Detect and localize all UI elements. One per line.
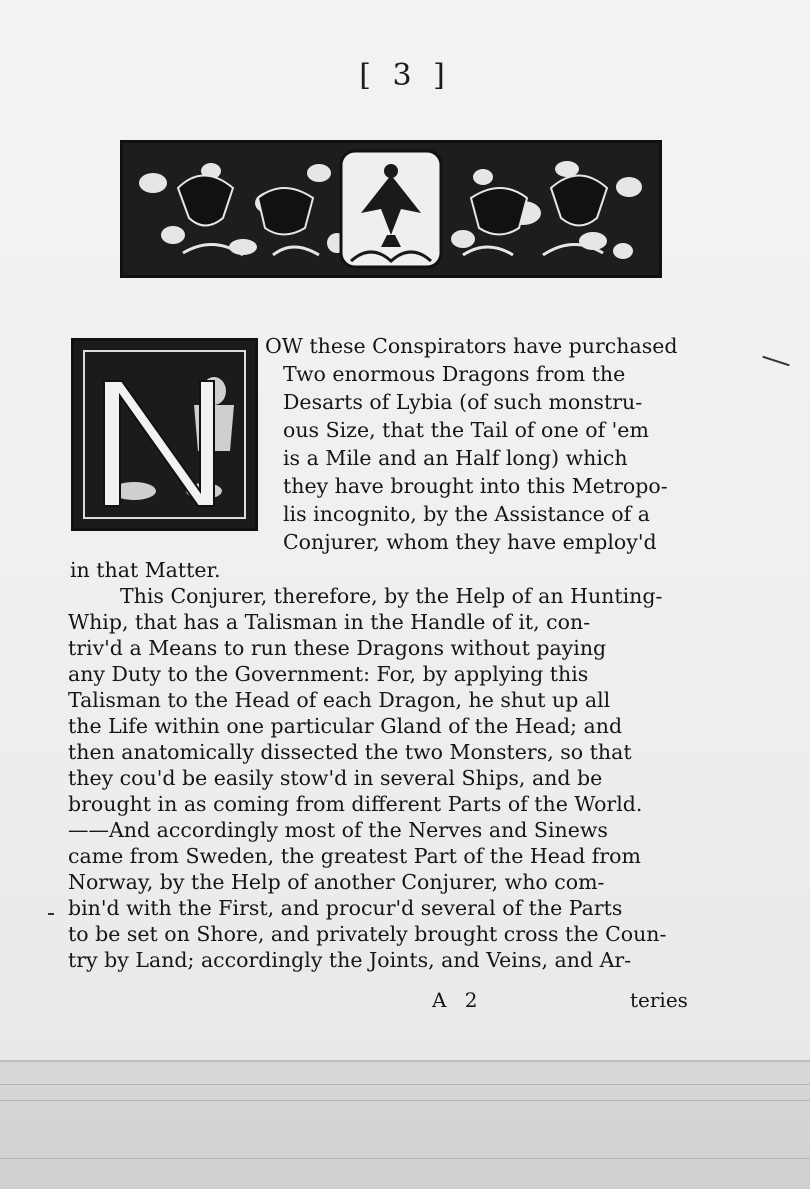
text-line: is a Mile and an Half long) which	[283, 446, 628, 470]
text-line: lis incognito, by the Assistance of a	[283, 502, 650, 526]
text-line: Norway, by the Help of another Conjurer, who com-	[68, 870, 605, 894]
underlying-page	[0, 1060, 810, 1189]
text-line: any Duty to the Government: For, by applying this	[68, 662, 589, 686]
margin-mark	[48, 913, 54, 915]
text-line: came from Sweden, the greatest Part of the Head from	[68, 844, 641, 868]
text-line: brought in as coming from different Parts of the World.	[68, 792, 643, 816]
signature-mark: A 2	[432, 988, 484, 1012]
catchword: teries	[630, 988, 688, 1012]
text-line: triv'd a Means to run these Dragons without paying	[68, 636, 607, 660]
text-line: they cou'd be easily stow'd in several Ships, and be	[68, 766, 603, 790]
text-line: the Life within one particular Gland of the Head; and	[68, 714, 623, 738]
page-number: [ 3 ]	[359, 58, 451, 93]
page-edge-line	[0, 1158, 810, 1159]
text-line: bin'd with the First, and procur'd several of the Parts	[68, 896, 623, 920]
woodcut-headpiece	[120, 140, 662, 278]
text-line: in that Matter.	[70, 558, 221, 582]
text-line: ous Size, that the Tail of one of 'em	[283, 418, 649, 442]
text-line: Talisman to the Head of each Dragon, he shut up all	[68, 688, 611, 712]
text-line: Whip, that has a Talisman in the Handle of it, con-	[68, 610, 591, 634]
text-line: then anatomically dissected the two Monsters, so that	[68, 740, 632, 764]
text-line: they have brought into this Metropo-	[283, 474, 668, 498]
page-edge-line	[0, 1100, 810, 1101]
text-line: to be set on Shore, and privately brought cross the Coun-	[68, 922, 667, 946]
text-line: This Conjurer, therefore, by the Help of an Hunting-	[120, 584, 663, 608]
text-line: Two enormous Dragons from the	[283, 362, 626, 386]
page-edge-line	[0, 1084, 810, 1085]
text-line: Desarts of Lybia (of such monstru-	[283, 390, 643, 414]
text-line: Conjurer, whom they have employ'd	[283, 530, 657, 554]
drop-cap-initial	[71, 338, 258, 531]
margin-mark	[762, 356, 789, 367]
text-line: try by Land; accordingly the Joints, and Veins, and Ar-	[68, 948, 632, 972]
text-line: OW these Conspirators have purchased	[265, 334, 678, 358]
text-line: ——And accordingly most of the Nerves and Sinews	[68, 818, 608, 842]
